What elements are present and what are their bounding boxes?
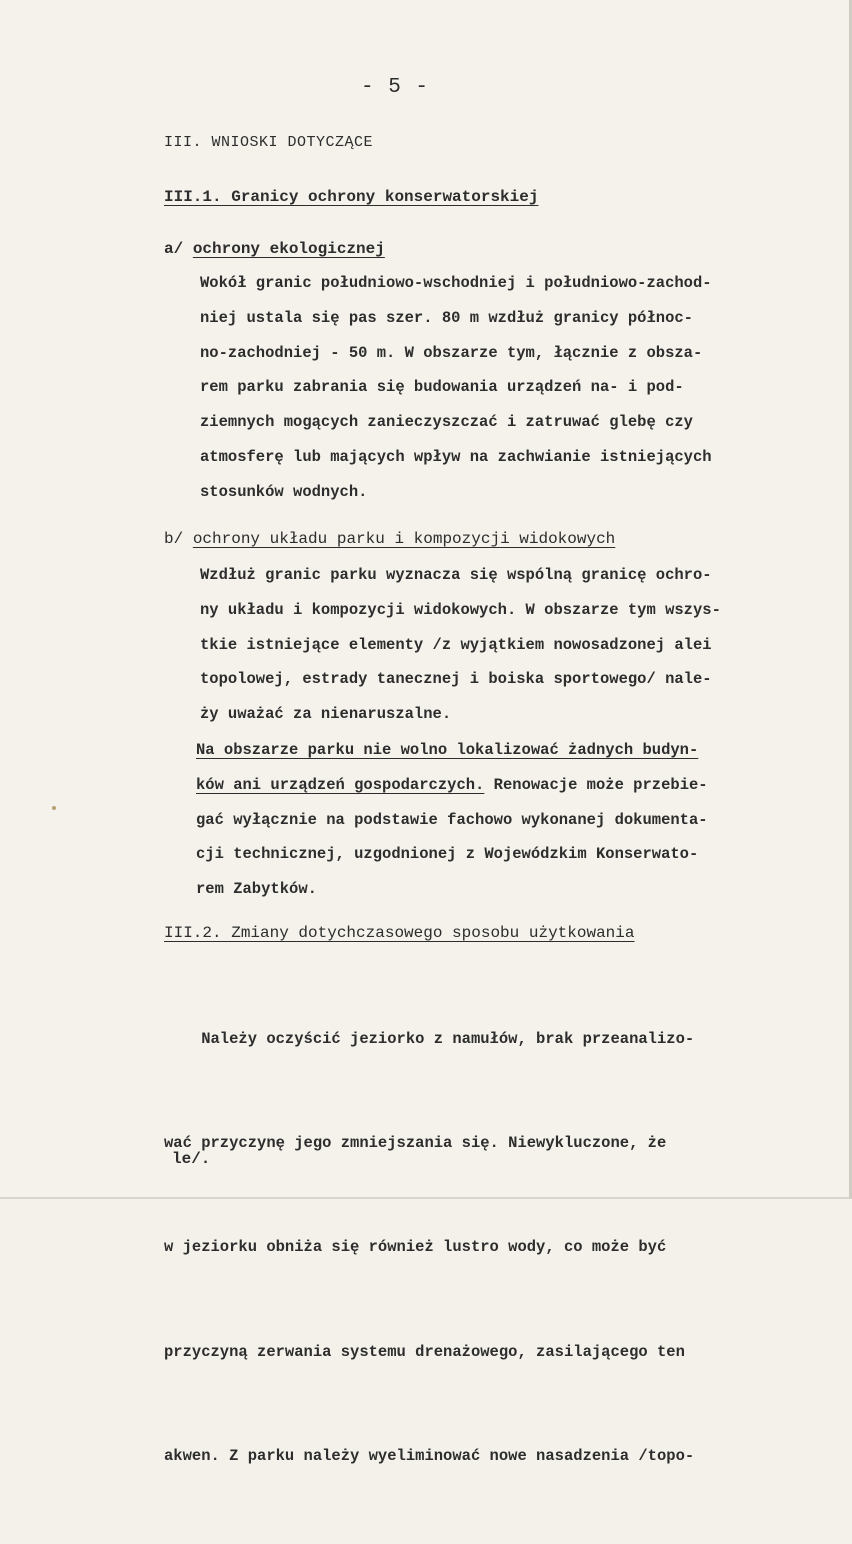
paragraph-b-line: ny układu i kompozycji widokowych. W obszarze tym wszys- (200, 600, 721, 619)
paragraph-3-2-line: w jeziorku obniża się również lustro wody, co może być (164, 1238, 667, 1257)
paragraph-a-line: Wokół granic południowo-wschodniej i południowo-zachod- (200, 274, 712, 292)
paragraph-a-line: ziemnych mogących zanieczyszczać i zatruwać glebę czy (200, 413, 693, 432)
paragraph-b-cont-line: cji technicznej, uzgodnionej z Wojewódzkim Konserwato- (196, 845, 699, 864)
paragraph-b-cont-line: gać wyłącznie na podstawie fachowo wykonanej dokumenta- (196, 810, 708, 829)
heading-3-1: III.1. Granicy ochrony konserwatorskiej (164, 188, 539, 206)
subsection-a-title (164, 240, 385, 258)
paragraph-a-line: rem parku zabrania się budowania urządzeń na- i pod- (200, 378, 684, 397)
page-footer-continuation: le/. (172, 1150, 211, 1168)
paragraph-a-line: no-zachodniej - 50 m. W obszarze tym, łącznie z obsza- (200, 343, 703, 362)
paragraph-b-line: topolowej, estrady tanecznej i boiska sportowego/ nale- (200, 670, 712, 689)
underlined-sentence-end: ków ani urządzeń gospodarczych. (196, 775, 485, 794)
subsection-b-title (164, 530, 615, 548)
paragraph-a-line: niej ustala się pas szer. 80 m wzdłuż granicy północ- (200, 308, 693, 327)
heading-3-2: III.2. Zmiany dotychczasowego sposobu użytkowania (164, 924, 635, 942)
paragraph-a-line: stosunków wodnych. (200, 482, 368, 501)
paragraph-b-line: Wzdłuż granic parku wyznacza się wspólną granicę ochro- (200, 566, 712, 584)
paragraph-a-line: atmosferę lub mających wpływ na zachwianie istniejących (200, 447, 712, 466)
paragraph-b-cont-line: rem Zabytków. (196, 880, 317, 899)
paragraph-3-2-line: Należy oczyścić jeziorko z namułów, brak przeanalizo- (164, 1029, 695, 1048)
paragraph-b (200, 558, 790, 732)
page-number: - 5 - (360, 76, 429, 99)
paragraph-3-2-line: przyczyną zerwania systemu drenażowego, zasilającego ten (164, 1342, 685, 1361)
paragraph-3-2-line: wać przyczynę jego zmniejszania się. Niewykluczone, że (164, 1133, 667, 1152)
subsection-b-heading: ochrony układu parku i kompozycji widokowych (192, 530, 616, 548)
paragraph-3-2 (164, 952, 754, 1544)
section-title: III. WNIOSKI DOTYCZĄCE (164, 134, 374, 151)
paper-speck (52, 806, 56, 810)
subsection-a-label: a/ (164, 240, 193, 258)
subsection-a-heading: ochrony ekologicznej (192, 240, 385, 258)
paragraph-b-cont (196, 733, 786, 907)
paragraph-3-2-line: akwen. Z parku należy wyeliminować nowe nasadzenia /topo- (164, 1447, 695, 1466)
renovation-sentence-start: Renowacje może przebie- (484, 775, 708, 794)
underlined-sentence-line: Na obszarze parku nie wolno lokalizować żadnych budyn- (196, 741, 699, 759)
paragraph-b-cont-line (196, 768, 786, 803)
paragraph-b-line: ży uważać za nienaruszalne. (200, 705, 452, 724)
paragraph-a (200, 266, 790, 510)
paragraph-b-line: tkie istniejące elementy /z wyjątkiem nowosadzonej alei (200, 635, 712, 654)
subsection-b-label: b/ (164, 530, 193, 548)
